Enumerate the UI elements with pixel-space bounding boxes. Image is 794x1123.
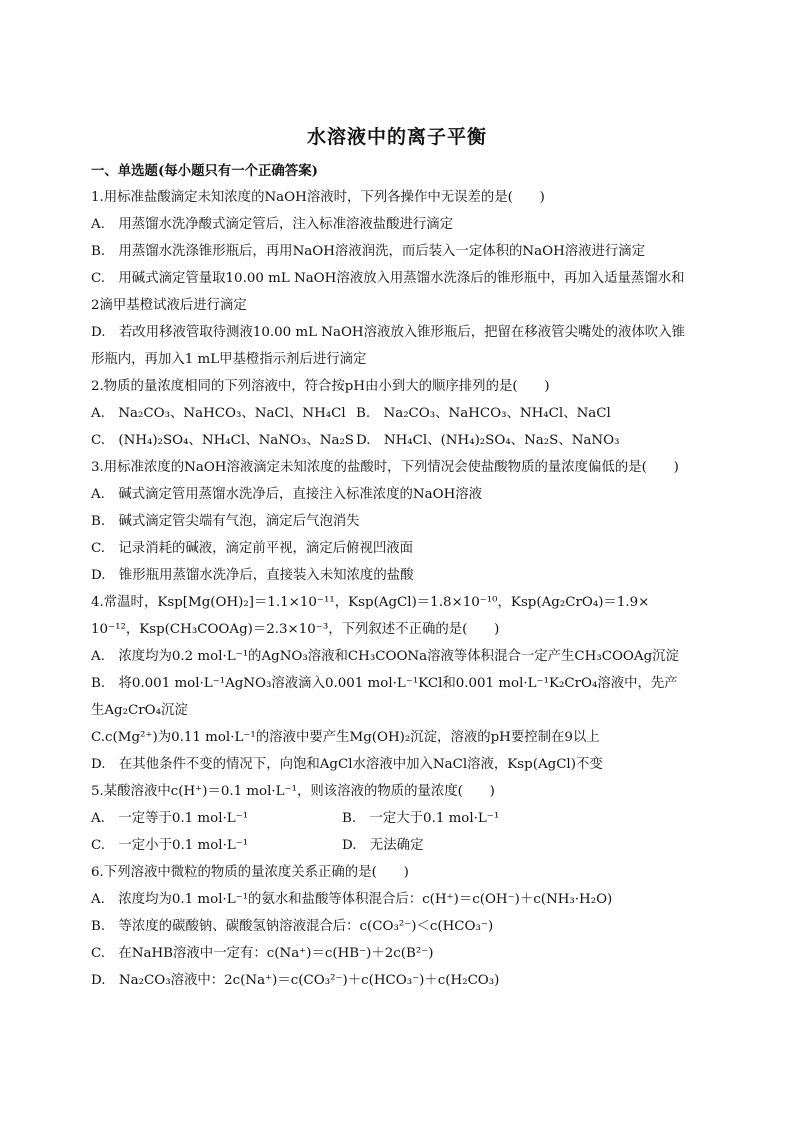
q5-option-a: A. 一定等于0.1 mol·L⁻¹ bbox=[91, 811, 249, 826]
q4-stem-line2: 10⁻¹²，Ksp(CH₃COOAg)＝2.3×10⁻³，下列叙述不正确的是( ) bbox=[91, 622, 500, 637]
q4-stem-line1: 4.常温时，Ksp[Mg(OH)₂]＝1.1×10⁻¹¹，Ksp(AgCl)＝1.8×10⁻¹⁰，Ksp(Ag₂CrO₄)＝1.9× bbox=[91, 595, 650, 610]
q2-option-d: D. NH₄Cl、(NH₄)₂SO₄、Na₂S、NaNO₃ bbox=[356, 433, 620, 448]
q1-option-c-line2: 2滴甲基橙试液后进行滴定 bbox=[91, 298, 247, 313]
q1-option-a: A. 用蒸馏水洗净酸式滴定管后，注入标准溶液盐酸进行滴定 bbox=[91, 217, 454, 232]
q2-option-a: A. Na₂CO₃、NaHCO₃、NaCl、NH₄Cl bbox=[91, 406, 346, 421]
q4-option-d: D. 在其他条件不变的情况下，向饱和AgCl水溶液中加入NaCl溶液，Ksp(AgCl)不变 bbox=[91, 757, 603, 772]
q1-option-d-line1: D. 若改用移液管取待测液10.00 mL NaOH溶液放入锥形瓶后，把留在移液管尖嘴处的液体吹入锥 bbox=[91, 325, 685, 340]
q3-option-d: D. 锥形瓶用蒸馏水洗净后，直接装入未知浓度的盐酸 bbox=[91, 568, 414, 583]
q3-option-a: A. 碱式滴定管用蒸馏水洗净后，直接注入标准浓度的NaOH溶液 bbox=[91, 487, 483, 502]
q4-option-b-line1: B. 将0.001 mol·L⁻¹AgNO₃溶液滴入0.001 mol·L⁻¹KCl和0.001 mol·L⁻¹K₂CrO₄溶液中，先产 bbox=[91, 676, 678, 691]
q6-option-a: A. 浓度均为0.1 mol·L⁻¹的氨水和盐酸等体积混合后：c(H⁺)＝c(OH⁻)＋c(NH₃·H₂O) bbox=[91, 892, 613, 907]
section-heading: 一、单选题(每小题只有一个正确答案) bbox=[91, 163, 318, 179]
q2-stem: 2.物质的量浓度相同的下列溶液中，符合按pH由小到大的顺序排列的是( ) bbox=[91, 379, 550, 394]
page-title: 水溶液中的离子平衡 bbox=[306, 126, 487, 148]
q1-option-d-line2: 形瓶内，再加入1 mL甲基橙指示剂后进行滴定 bbox=[91, 352, 367, 367]
q4-option-c: C.c(Mg²⁺)为0.11 mol·L⁻¹的溶液中要产生Mg(OH)₂沉淀，溶液的pH要控制在9以上 bbox=[91, 730, 600, 745]
q6-option-d: D. Na₂CO₃溶液中：2c(Na⁺)＝c(CO₃²⁻)＋c(HCO₃⁻)＋c(H₂CO₃) bbox=[91, 973, 500, 988]
q6-stem: 6.下列溶液中微粒的物质的量浓度关系正确的是( ) bbox=[91, 865, 409, 880]
q5-option-b: B. 一定大于0.1 mol·L⁻¹ bbox=[342, 811, 500, 826]
q6-option-c: C. 在NaHB溶液中一定有：c(Na⁺)＝c(HB⁻)＋2c(B²⁻) bbox=[91, 946, 434, 961]
q1-option-b: B. 用蒸馏水洗涤锥形瓶后，再用NaOH溶液润洗，而后装入一定体积的NaOH溶液进行滴定 bbox=[91, 244, 646, 259]
q5-option-c: C. 一定小于0.1 mol·L⁻¹ bbox=[91, 838, 249, 853]
q6-option-b: B. 等浓度的碳酸钠、碳酸氢钠溶液混合后：c(CO₃²⁻)＜c(HCO₃⁻) bbox=[91, 919, 494, 934]
q2-option-b: B. Na₂CO₃、NaHCO₃、NH₄Cl、NaCl bbox=[356, 406, 611, 421]
q3-stem: 3.用标准浓度的NaOH溶液滴定未知浓度的盐酸时，下列情况会使盐酸物质的量浓度偏低的是( ) bbox=[91, 460, 679, 475]
q4-option-b-line2: 生Ag₂CrO₄沉淀 bbox=[91, 703, 188, 718]
q1-option-c-line1: C. 用碱式滴定管量取10.00 mL NaOH溶液放入用蒸馏水洗涤后的锥形瓶中，再加入适量蒸馏水和 bbox=[91, 271, 685, 286]
q1-stem: 1.用标准盐酸滴定未知浓度的NaOH溶液时，下列各操作中无误差的是( ) bbox=[91, 190, 545, 205]
q4-option-a: A. 浓度均为0.2 mol·L⁻¹的AgNO₃溶液和CH₃COONa溶液等体积混合一定产生CH₃COOAg沉淀 bbox=[91, 649, 679, 664]
q5-option-d: D. 无法确定 bbox=[342, 838, 424, 853]
q3-option-c: C. 记录消耗的碱液，滴定前平视，滴定后俯视凹液面 bbox=[91, 541, 414, 556]
q5-stem: 5.某酸溶液中c(H⁺)＝0.1 mol·L⁻¹，则该溶液的物质的量浓度( ) bbox=[91, 784, 495, 799]
q2-option-c: C. (NH₄)₂SO₄、NH₄Cl、NaNO₃、Na₂S bbox=[91, 433, 354, 448]
q3-option-b: B. 碱式滴定管尖端有气泡，滴定后气泡消失 bbox=[91, 514, 360, 529]
